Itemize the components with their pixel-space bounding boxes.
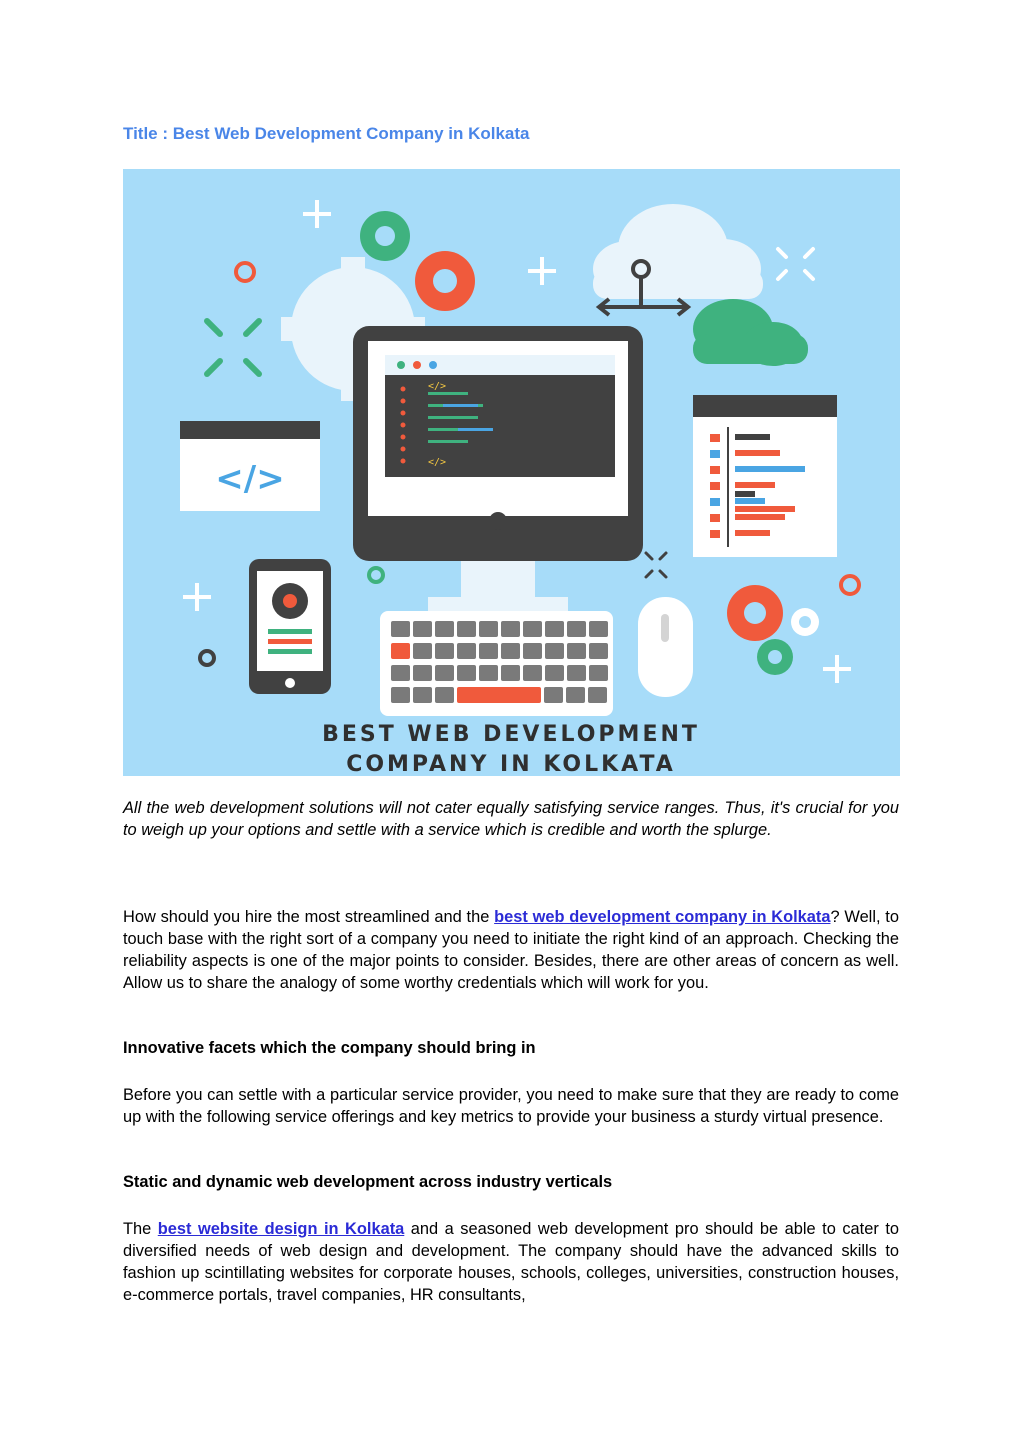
code-tag-top: </> <box>428 381 447 392</box>
keyboard-key <box>544 687 563 703</box>
keyboard-key <box>457 621 476 637</box>
hero-caption-line2: COMPANY IN KOLKATA <box>346 752 676 776</box>
keyboard-key <box>545 621 564 637</box>
hero-illustration-svg <box>123 169 900 776</box>
mouse-icon <box>638 597 693 697</box>
list-window-icon <box>693 395 837 557</box>
keyboard-key <box>391 687 410 703</box>
keyboard-key <box>457 643 476 659</box>
hero-caption-line1: BEST WEB DEVELOPMENT <box>322 722 700 747</box>
keyboard-key <box>479 665 498 681</box>
keyboard-key <box>589 643 608 659</box>
keyboard-key <box>413 687 432 703</box>
gear-red-icon-2 <box>727 585 783 641</box>
code-window-icon <box>180 421 320 511</box>
document-title: Title : Best Web Development Company in Kolkata <box>123 124 530 143</box>
keyboard-key <box>391 665 410 681</box>
keyboard-key <box>545 665 564 681</box>
paragraph-hire-text-1: How should you hire the most streamlined and the <box>123 908 495 926</box>
hero-illustration <box>123 169 900 776</box>
keyboard-key <box>523 621 542 637</box>
keyboard-key <box>479 643 498 659</box>
keyboard-key <box>457 665 476 681</box>
keyboard-key <box>588 687 607 703</box>
keyboard-key <box>567 643 586 659</box>
paragraph-website-design <box>123 1218 899 1306</box>
gear-white-icon <box>791 608 819 636</box>
keyboard-key <box>413 643 432 659</box>
gear-red-icon <box>415 251 475 311</box>
keyboard-key <box>435 643 454 659</box>
keyboard-key <box>435 665 454 681</box>
link-best-web-development-company[interactable]: best web development company in Kolkata <box>494 908 831 926</box>
keyboard-key <box>501 621 520 637</box>
keyboard-key <box>457 687 541 703</box>
intro-paragraph: All the web development solutions will not cater equally satisfying service ranges. Thus, it's crucial for you to weigh up your options and settle with a service which is credible and worth the splurge. <box>123 799 899 839</box>
paragraph-service-provider: Before you can settle with a particular service provider, you need to make sure that they are ready to come up with the following service offerings and key metrics to provide your business a sturdy virtual presence. <box>123 1086 899 1126</box>
link-best-website-design[interactable]: best website design in Kolkata <box>157 1220 405 1238</box>
code-tag-large: </> <box>215 459 285 499</box>
keyboard-key <box>523 665 542 681</box>
gear-green-icon <box>360 211 410 261</box>
keyboard-key <box>413 621 432 637</box>
keyboard-key <box>501 643 520 659</box>
keyboard-key <box>589 665 608 681</box>
paragraph-website-design-text-1: The <box>123 1220 158 1238</box>
keyboard-key <box>545 643 564 659</box>
keyboard-key <box>501 665 520 681</box>
keyboard-key <box>523 643 542 659</box>
keyboard-key <box>567 665 586 681</box>
keyboard-key <box>413 665 432 681</box>
keyboard-key <box>479 621 498 637</box>
paragraph-hire <box>123 906 899 994</box>
keyboard-key <box>567 621 586 637</box>
code-tag-bottom: </> <box>428 457 447 468</box>
keyboard-key <box>589 621 608 637</box>
section-heading-static-dynamic: Static and dynamic web development across industry verticals <box>123 1173 613 1191</box>
keyboard-key <box>435 687 454 703</box>
paragraph-website-design-text-2: and a seasoned web development pro should be able to cater to diversified needs of web design and development. The company should have the advanced skills to fashion up scintillating websites for corporate houses, schools, colleges, universities, construction houses, e-commerce portals, travel companies, HR consultants, <box>123 1220 899 1304</box>
paragraph-hire-text-2: ? Well, to touch base with the right sort of a company you need to initiate the right kind of an approach. Checking the reliability aspects is one of the major points to consider. Besides, there are other areas of concern as well. Allow us to share the analogy of some worthy credentials which will work for you. <box>123 908 899 992</box>
keyboard-key <box>566 687 585 703</box>
keyboard-key <box>391 643 410 659</box>
keyboard-key <box>391 621 410 637</box>
keyboard-key <box>435 621 454 637</box>
gear-green-icon-2 <box>757 639 793 675</box>
phone-icon <box>249 559 331 694</box>
section-heading-innovative: Innovative facets which the company should bring in <box>123 1039 536 1057</box>
